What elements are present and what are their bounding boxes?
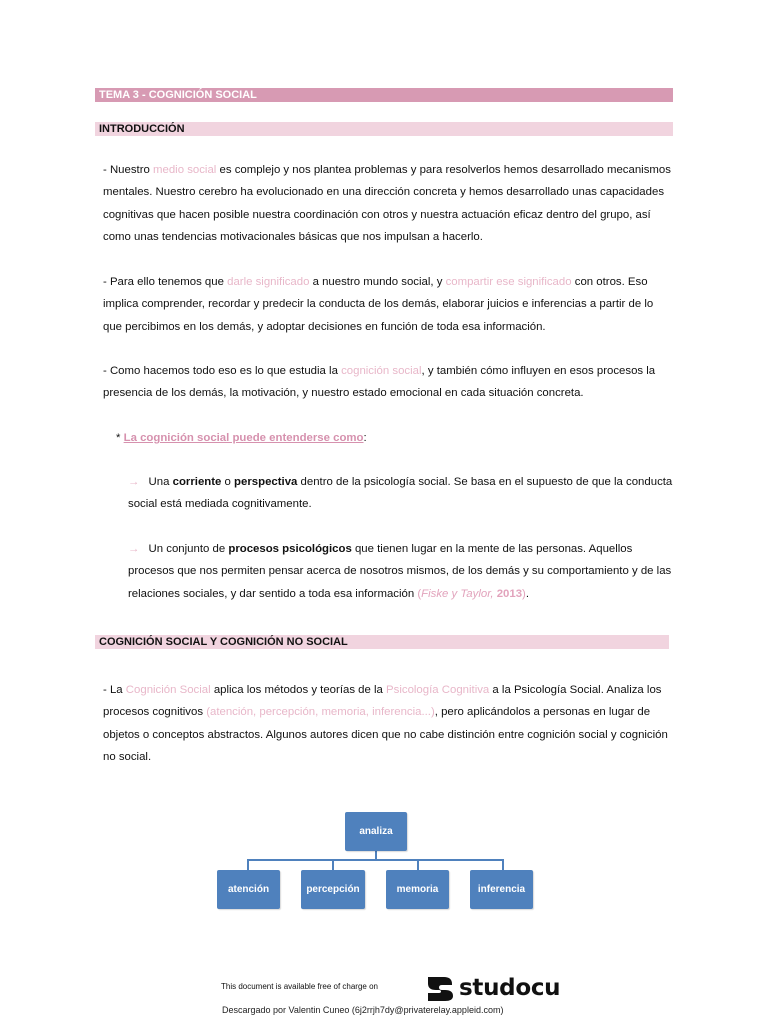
definition-intro: * La cognición social puede entenderse como:: [116, 432, 367, 444]
page-title: TEMA 3 - COGNICIÓN SOCIAL: [95, 88, 673, 102]
paragraph-2: - Para ello tenemos que darle significado a nuestro mundo social, y compartir ese significado con otros. Eso implica comprender, recordar y predecir la conducta de los demás, elaborar juicios e inferencias a partir de lo que percibimos en los demás, y adoptar decisiones en función de toda esa información.: [103, 276, 654, 333]
highlight-procesos-list: (atención, percepción, memoria, inferencia...): [206, 706, 435, 719]
highlight-compartir-significado: compartir ese significado: [445, 276, 572, 288]
diagram-node-memoria: memoria: [386, 870, 449, 909]
highlight-psicologia-cognitiva: Psicología Cognitiva: [386, 684, 490, 696]
footer-availability-text: This document is available free of charge on: [221, 982, 378, 991]
definition-item-1: → Una corriente o perspectiva dentro de la psicología social. Se basa en el supuesto de que la conducta social está mediada cognitivamente.: [128, 476, 673, 511]
section-heading-cognicion: COGNICIÓN SOCIAL Y COGNICIÓN NO SOCIAL: [95, 635, 669, 649]
studocu-logo-text[interactable]: studocu: [459, 975, 561, 1001]
arrow-right-icon: →: [128, 476, 140, 488]
paragraph-4: - La Cognición Social aplica los métodos y teorías de la Psicología Cognitiva a la Psicología Social. Analiza los procesos cognitivos (atención, percepción, memoria, inferencia...), pero aplicándolos a personas en lugar de objetos o conceptos abstractos. Algunos autores dicen que no cabe distinción entre cognición social y cognición no social.: [103, 684, 668, 763]
arrow-right-icon: →: [128, 543, 140, 555]
definition-link: La cognición social puede entenderse como: [123, 432, 364, 444]
highlight-medio-social: medio social: [153, 164, 217, 176]
paragraph-1: - Nuestro medio social es complejo y nos plantea problemas y para resolverlos hemos desarrollado mecanismos mentales. Nuestro cerebro ha evolucionado en una dirección concreta y hemos desarrollado unas capacidades cognitivas que hacen posible nuestra coordinación con otros y nuestra actuación eficaz dentro del grupo, así como unas tendencias motivacionales básicas que nos impulsan a hacerlo.: [103, 164, 671, 243]
diagram-node-atencion: atención: [217, 870, 280, 909]
highlight-cognicion-social-2: Cognición Social: [125, 684, 211, 696]
citation: (Fiske y Taylor, 2013): [417, 587, 526, 600]
definition-item-2: → Un conjunto de procesos psicológicos que tienen lugar en la mente de las personas. Aquellos procesos que nos permiten pensar acerca de nosotros mismos, de los demás y su comportamiento y de las relaciones sociales, y dar sentido a toda esa información (Fiske y Taylor, 2013).: [128, 543, 672, 600]
paragraph-3: - Como hacemos todo eso es lo que estudia la cognición social, y también cómo influyen en esos procesos la presencia de los demás, la motivación, y nuestro estado emocional en cada situación concreta.: [103, 365, 656, 400]
highlight-darle-significado: darle significado: [227, 276, 310, 288]
diagram-node-inferencia: inferencia: [470, 870, 533, 909]
section-heading-introduccion: INTRODUCCIÓN: [95, 122, 673, 136]
highlight-cognicion-social: cognición social: [341, 365, 422, 377]
diagram-root-analiza: analiza: [345, 812, 407, 851]
studocu-logo-icon[interactable]: [425, 973, 455, 1003]
footer-download-info: Descargado por Valentin Cuneo (6j2rrjh7dy@privaterelay.appleid.com): [222, 1005, 504, 1015]
diagram-node-percepcion: percepción: [301, 870, 365, 909]
